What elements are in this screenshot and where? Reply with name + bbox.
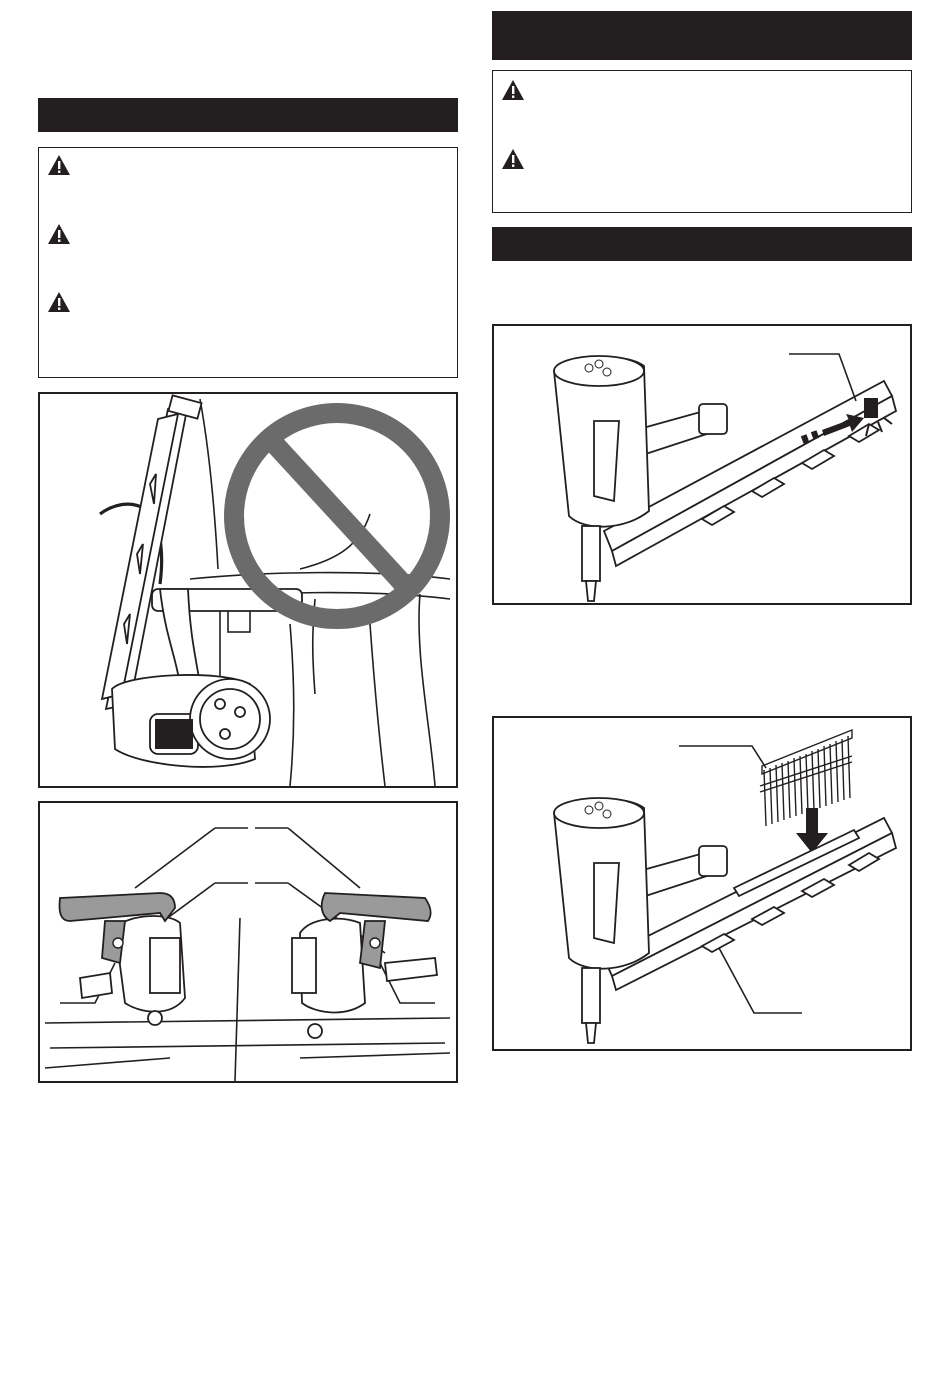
right-section-header-bar-2	[492, 227, 912, 261]
hook-illustration	[40, 803, 456, 1081]
warning-triangle-icon	[501, 148, 525, 170]
nail-insert-illustration	[494, 718, 910, 1049]
warning-triangle-icon	[47, 291, 71, 313]
figure-pusher-slide	[492, 324, 912, 605]
warning-triangle-icon	[501, 79, 525, 101]
figure-hook-attachment	[38, 801, 458, 1083]
left-section-header-bar	[38, 98, 458, 132]
left-warning-box	[38, 147, 458, 378]
right-warning-box	[492, 70, 912, 213]
belt-illustration	[40, 394, 456, 786]
right-section-header-bar-1	[492, 11, 912, 60]
figure-belt-prohibited	[38, 392, 458, 788]
prohibition-icon	[234, 413, 440, 619]
pusher-illustration	[494, 326, 910, 603]
figure-nail-strip-insert	[492, 716, 912, 1051]
warning-triangle-icon	[47, 223, 71, 245]
warning-triangle-icon	[47, 154, 71, 176]
